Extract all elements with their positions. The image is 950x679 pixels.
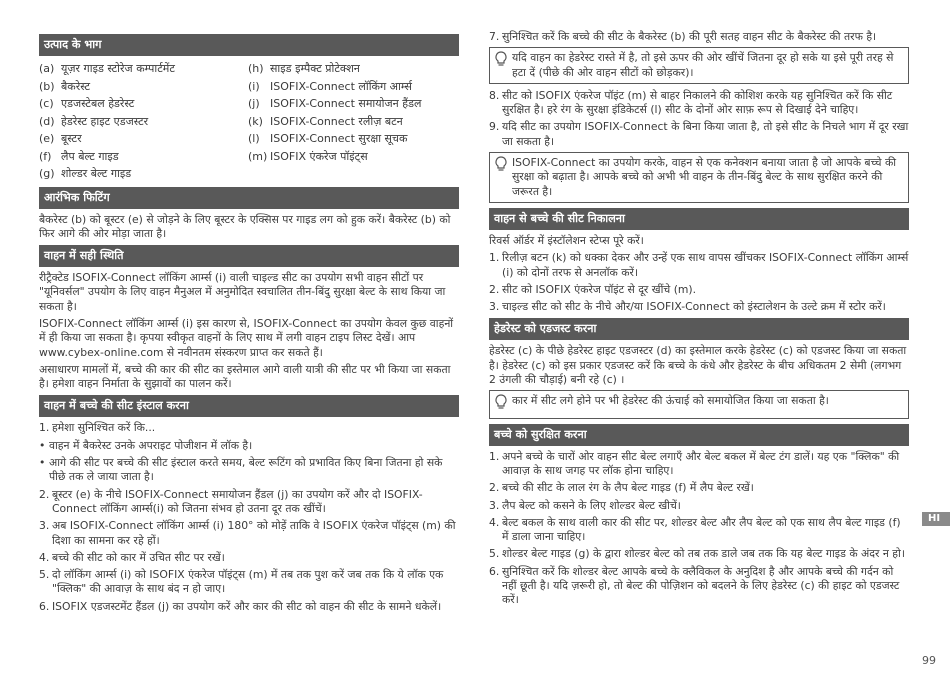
part-label: बैकरेस्ट [61,79,91,93]
part-label: ISOFIX-Connect सुरक्षा सूचक [270,132,408,145]
step-text: बच्चे की सीट के लाल रंग के लैप बेल्ट गाइड (f) में लैप बेल्ट रखें। [502,481,754,495]
step-marker: 5. [39,568,50,582]
parts-column-2 [248,60,457,183]
tip-text: यदि वाहन का हेडरेस्ट रास्ते में है, तो इसे ऊपर की ओर खींचें जितना दूर हो सके या इसे पूरी तरह से हटा दें (पीछे की ओर वाहन सीटों को छोड़कर)। [512,51,894,79]
part-item [248,130,457,148]
step-item [489,481,909,495]
fitting-text: बैकरेस्ट (b) को बूस्टर (e) से जोड़ने के लिए बूस्टर के एक्सिस पर गाइड लग को हुक करें। बैकरेस्ट (b) को फिर आगे की ओर मोड़ा जाता है। [39,212,451,240]
position-paragraph-3: असाधारण मामलों में, बच्चे की कार की सीट का इस्तेमाल आगे वाली यात्री की सीट पर भी किया जा सकता है। हमेशा वाहन निर्माता के सुझावों का पालन करें। [39,362,451,391]
step-marker: 2. [489,282,500,296]
step-item [489,300,909,314]
language-tab: HI [922,512,950,526]
step-marker: 1. [39,421,50,435]
step-text: यदि सीट का उपयोग ISOFIX-Connect के बिना किया जाता है, तो इसे सीट के निचले भाग में दूर रखा जा सकता है। [502,120,909,148]
part-label: बूस्टर [61,132,82,145]
part-item [248,78,457,96]
lightbulb-icon [494,156,512,199]
part-label: एडजस्टेबल हेडरेस्ट [61,97,135,110]
part-key: (g) [39,167,55,180]
step-item [489,251,909,280]
section-header-install: वाहन में बच्चे की सीट इंस्टाल करना [39,395,459,417]
install-steps [39,421,459,614]
section-header-parts: उत्पाद के भाग [39,34,459,56]
step-text: चाइल्ड सीट को सीट के नीचे और/या ISOFIX-Connect को इंस्टालेशन के उल्टे क्रम में स्टोर करें। [502,300,886,314]
step-text: हमेशा सुनिश्चित करें कि... [52,421,156,435]
step-item [489,120,909,149]
tip-box-isofix [489,152,909,203]
step-text: सीट को ISOFIX एंकरेज पॉइंट से दूर खींचे (m). [502,282,697,296]
step-text: लैप बेल्ट को कसने के लिए शोल्डर बेल्ट खीचें। [502,498,681,512]
step-item [489,516,909,545]
lightbulb-icon [494,394,512,414]
step-marker: 5. [489,547,500,561]
step-text: ISOFIX एडजस्टमेंट हैंडल (j) का उपयोग करें और कार की सीट को वाहन की सीट के सामने धकेलें। [52,599,442,613]
part-key: (m) [248,149,268,163]
step-marker: 7. [489,30,500,43]
part-item [39,95,248,113]
step-item [489,89,909,118]
step-item [489,450,909,479]
step-item [39,421,459,435]
part-item [39,148,248,166]
secure-steps [489,450,909,608]
step-item [39,488,459,517]
part-label: ISOFIX एंकरेज पॉइंट्स [270,149,368,163]
step-marker: 9. [489,120,500,134]
part-item [248,95,457,113]
parts-column-1 [39,60,248,183]
step-item [39,568,459,597]
step-item [489,499,909,513]
step-marker: 2. [489,481,500,495]
part-key: (i) [248,79,260,93]
step-marker: 6. [489,564,500,578]
part-key: (e) [39,132,55,145]
part-key: (b) [39,79,55,93]
tip-box-headrest [489,47,909,84]
part-key: (f) [39,149,52,163]
section-header-remove: वाहन से बच्चे की सीट निकालना [489,208,909,230]
section-header-fitting: आरंभिक फिटिंग [39,187,459,209]
step-text: रिलीज़ बटन (k) को धक्का देकर और उन्हें एक साथ वापस खींचकर ISOFIX-Connect लॉकिंग आर्म्स (i) को दोनों तरफ से अनलॉक करें। [502,251,909,279]
part-item [39,130,248,148]
part-label: ISOFIX-Connect समायोजन हैंडल [270,97,422,110]
part-key: (a) [39,62,55,75]
step-marker: 4. [39,550,50,564]
step-marker: • [39,438,46,452]
lightbulb-icon [494,51,512,80]
part-key: (l) [248,132,260,145]
step-text: शोल्डर बेल्ट गाइड (g) के द्वारा शोल्डर बेल्ट को तब तक डाले जब तक कि यह बेल्ट गाइड के अंदर न हो। [502,547,905,561]
part-label: शोल्डर बेल्ट गाइड [61,167,132,180]
section-header-position: वाहन में सही स्थिति [39,245,459,267]
part-item [248,60,457,78]
part-label: यूज़र गाइड स्टोरेज कम्पार्टमेंट [61,62,175,75]
part-key: (h) [248,62,264,75]
part-item [39,78,248,96]
step-item [39,551,459,565]
step-item [39,519,459,548]
step-marker: 1. [489,449,500,463]
step-marker: 4. [489,515,500,529]
parts-list [39,60,459,183]
step-marker: 6. [39,599,50,613]
step-text: सुनिश्चित करें कि बच्चे की सीट के बैकरेस्ट (b) की पूरी सतह वाहन सीट के बैकरेस्ट की तरफ है। [502,30,877,43]
step-text: वाहन में बैकरेस्ट उनके अपराइट पोजीशन में लॉक है। [49,438,253,452]
position-paragraph-2: ISOFIX-Connect लॉकिंग आर्म्स (i) इस कारण से, ISOFIX-Connect का उपयोग केवल कुछ वाहनों में ही किया जा सकता है। कृपया स्वीकृत वाहनों के लिए साथ में लगी वाहन टाइप लिस्ट देखें। आप www.cybex-online.com से नवीनतम संस्करण प्राप्त कर सकते हैं। [39,316,454,359]
step-marker: 2. [39,487,50,501]
bullet-item [39,456,459,485]
headrest-text: हेडरेस्ट (c) के पीछे हेडरेस्ट हाइट एडजस्टर (d) का इस्तेमाल करके हेडरेस्ट (c) को एडजस्ट किया जा सकता है। हेडरेस्ट (c) को इस प्रकार एडजस्ट करें कि बच्चे के कंधे और हेडरेस्ट के बीच अधिकतम 2 सेमी (लगभग 2 उंगली की चौड़ाई) बनी रहे (c) । [489,344,907,387]
remove-steps [489,251,909,314]
tip-text: कार में सीट लगे होने पर भी हेडरेस्ट की ऊंचाई को समायोजित किया जा सकता है। [512,394,829,408]
part-key: (c) [39,97,54,110]
step-text: अब ISOFIX-Connect लॉकिंग आर्म्स (i) 180° को मोड़ें ताकि वे ISOFIX एंकरेज पॉइंट्स (m) की दिशा का सामना कर रहे हों। [52,519,456,547]
part-label: लैप बेल्ट गाइड [61,149,119,163]
tip-text: ISOFIX-Connect का उपयोग करके, वाहन से एक कनेक्शन बनाया जाता है जो आपके बच्चे की सुरक्षा को बढ़ाता है। आपके बच्चे को अभी भी वाहन के तीन-बिंदु बेल्ट के साथ सुरक्षित करने की जरूरत है। [512,156,897,198]
step-text: आगे की सीट पर बच्चे की सीट इंस्टाल करते समय, बेल्ट रूटिंग को प्रभावित किए बिना जितना हो सके पीछे तक ले जाया जाता है। [49,456,443,484]
step-marker: • [39,456,46,470]
remove-intro: रिवर्स ऑर्डर में इंस्टॉलेशन स्टेप्स पूरे करें। [489,233,644,247]
section-header-headrest: हेडरेस्ट को एडजस्ट करना [489,318,909,340]
step-text: सीट को ISOFIX एंकरेज पॉइंट (m) से बाहर निकालने की कोशिश करके यह सुनिश्चित करें कि सीट सुरक्षित है। हरे रंग के सुरक्षा इंडिकेटर्स (l) सीट के दोनों ओर साफ़ रूप से दिखाई देने चाहिए। [502,88,893,117]
step-text: बच्चे की सीट को कार में उचित सीट पर रखें। [52,550,225,564]
part-key: (d) [39,114,55,128]
part-label: ISOFIX-Connect रलीज़ बटन [270,114,403,128]
part-key: (j) [248,97,260,110]
part-label: ISOFIX-Connect लॉकिंग आर्म्स [270,79,412,93]
position-paragraph-1: रीट्रैक्टेड ISOFIX-Connect लॉकिंग आर्म्स (i) वाली चाइल्ड सीट का उपयोग सभी वाहन सीटों पर "यूनिवर्सल" उपयोग के लिए वाहन मैनुअल में अनुमोदित स्वचालित तीन-बिंदु सुरक्षा बेल्ट के साथ किया जा सकता है। [39,271,446,313]
step-marker: 3. [489,300,500,314]
install-steps-continued-2 [489,89,909,149]
part-item [39,60,248,78]
right-column [489,30,909,611]
tip-box-headrest-height [489,390,909,418]
step-marker: 3. [39,519,50,533]
step-text: दो लॉकिंग आर्म्स (i) को ISOFIX एंकरेज पॉइंट्स (m) में तब तक पुश करें जब तक कि ये लॉक एक "क्लिक" की आवाज़ के साथ बंद न हो जाए। [52,568,444,596]
step-text: सुनिश्चित करें कि शोल्डर बेल्ट आपके बच्चे के क्लैविकल के अनुदिश है और आपके बच्चे की गर्दन को नहीं छूती है। यदि ज़रूरी हो, तो बेल्ट की पोज़िशन को बदलने के लिए हेडरेस्ट (c) की हाइट को एडजस्ट करें। [502,564,900,607]
section-header-secure: बच्चे को सुरक्षित करना [489,424,909,446]
step-text: बूस्टर (e) के नीचे ISOFIX-Connect समायोजन हैंडल (j) का उपयोग करें और दो ISOFIX-Connect लॉकिंग आर्म्स(i) को जितना संभव हो उतना दूर तक खींचें। [52,487,423,515]
step-marker: 3. [489,498,500,512]
page-number: 99 [922,654,936,667]
step-marker: 1. [489,251,500,265]
install-steps-continued [489,30,909,44]
step-marker: 8. [489,88,500,102]
step-item [489,565,909,608]
part-item [39,113,248,131]
left-column [39,30,459,617]
step-item [39,600,459,614]
step-text: अपने बच्चे के चारों ओर वाहन सीट बेल्ट लगाएँ और बेल्ट बकल में बेल्ट टंग डालें। यह एक "क्लिक" की आवाज़ के साथ जगह पर लॉक होना चाहिए। [502,449,900,477]
part-item [248,113,457,131]
part-item [39,165,248,183]
step-text: बेल्ट बकल के साथ वाली कार की सीट पर, शोल्डर बेल्ट और लैप बेल्ट को एक साथ लैप बेल्ट गाइड (f) में डाला जाना चाहिए। [502,515,901,544]
step-item [489,283,909,297]
part-label: साइड इम्पैक्ट प्रोटेक्शन [270,62,360,75]
step-item [489,30,909,44]
part-label: हेडरेस्ट हाइट एडजस्टर [61,114,149,128]
bullet-item [39,439,459,453]
step-item [489,547,909,561]
part-item [248,148,457,166]
part-key: (k) [248,114,263,128]
